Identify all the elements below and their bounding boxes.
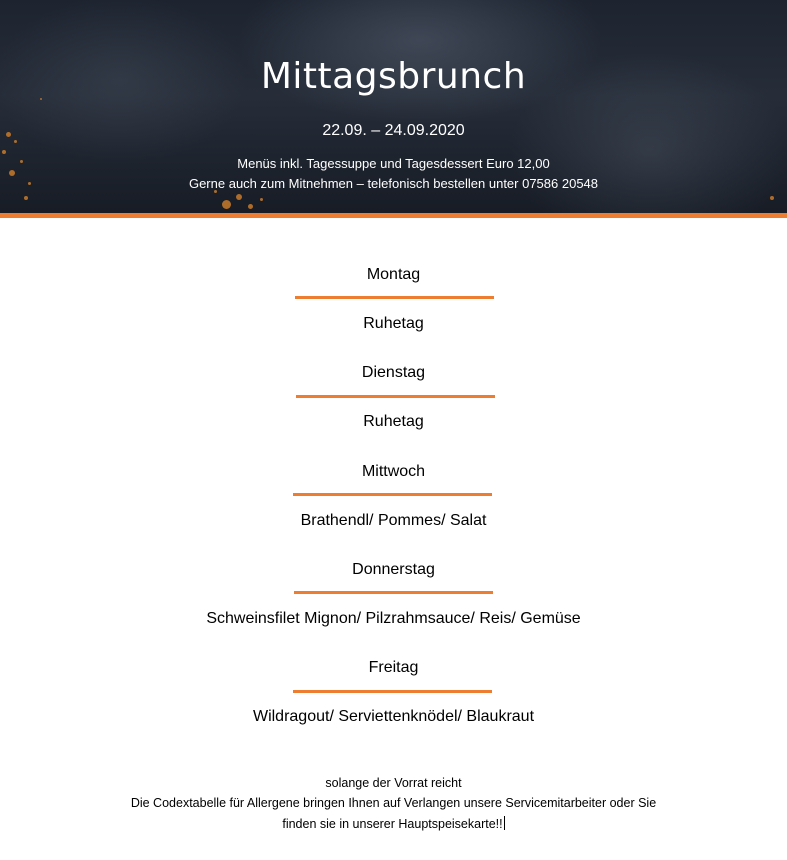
dish-freitag: Wildragout/ Serviettenknödel/ Blaukraut [252,708,535,725]
day-heading-donnerstag: Donnerstag [352,561,435,578]
dish-dienstag: Ruhetag [363,413,424,430]
spice-decoration [770,196,774,200]
spice-decoration [14,140,17,143]
allergen-note: Die Codextabelle für Allergene bringen Ihnen auf Verlangen unsere Servicemitarbeiter oder Sie [130,796,657,810]
day-underline [293,493,492,496]
day-underline [293,690,492,693]
day-heading-mittwoch: Mittwoch [361,463,426,480]
dish-donnerstag: Schweinsfilet Mignon/ Pilzrahmsauce/ Reis/ Gemüse [206,610,581,627]
spice-decoration [2,150,6,154]
page-title: Mittagsbrunch [260,56,527,97]
availability-note: solange der Vorrat reicht [325,776,462,790]
takeaway-info: Gerne auch zum Mitnehmen – telefonisch bestellen unter 07586 20548 [188,176,599,191]
spice-decoration [24,196,28,200]
dish-mittwoch: Brathendl/ Pommes/ Salat [300,512,487,529]
dish-montag: Ruhetag [363,315,424,332]
spice-decoration [260,198,263,201]
day-underline [295,296,494,299]
date-range: 22.09. – 24.09.2020 [322,122,465,139]
header-banner [0,0,787,213]
spice-decoration [222,200,231,209]
allergen-note-continued [0,816,787,831]
day-heading-dienstag: Dienstag [361,364,426,381]
day-underline [294,591,493,594]
header-divider [0,213,787,218]
allergen-note-text: finden sie in unserer Hauptspeisekarte!! [282,817,503,831]
day-heading-montag: Montag [366,266,421,283]
spice-decoration [40,98,42,100]
price-info: Menüs inkl. Tagessuppe und Tagesdessert Euro 12,00 [237,156,550,171]
spice-decoration [248,204,253,209]
text-cursor [504,816,505,830]
spice-decoration [236,194,242,200]
day-underline [296,395,495,398]
day-heading-freitag: Freitag [368,659,419,676]
